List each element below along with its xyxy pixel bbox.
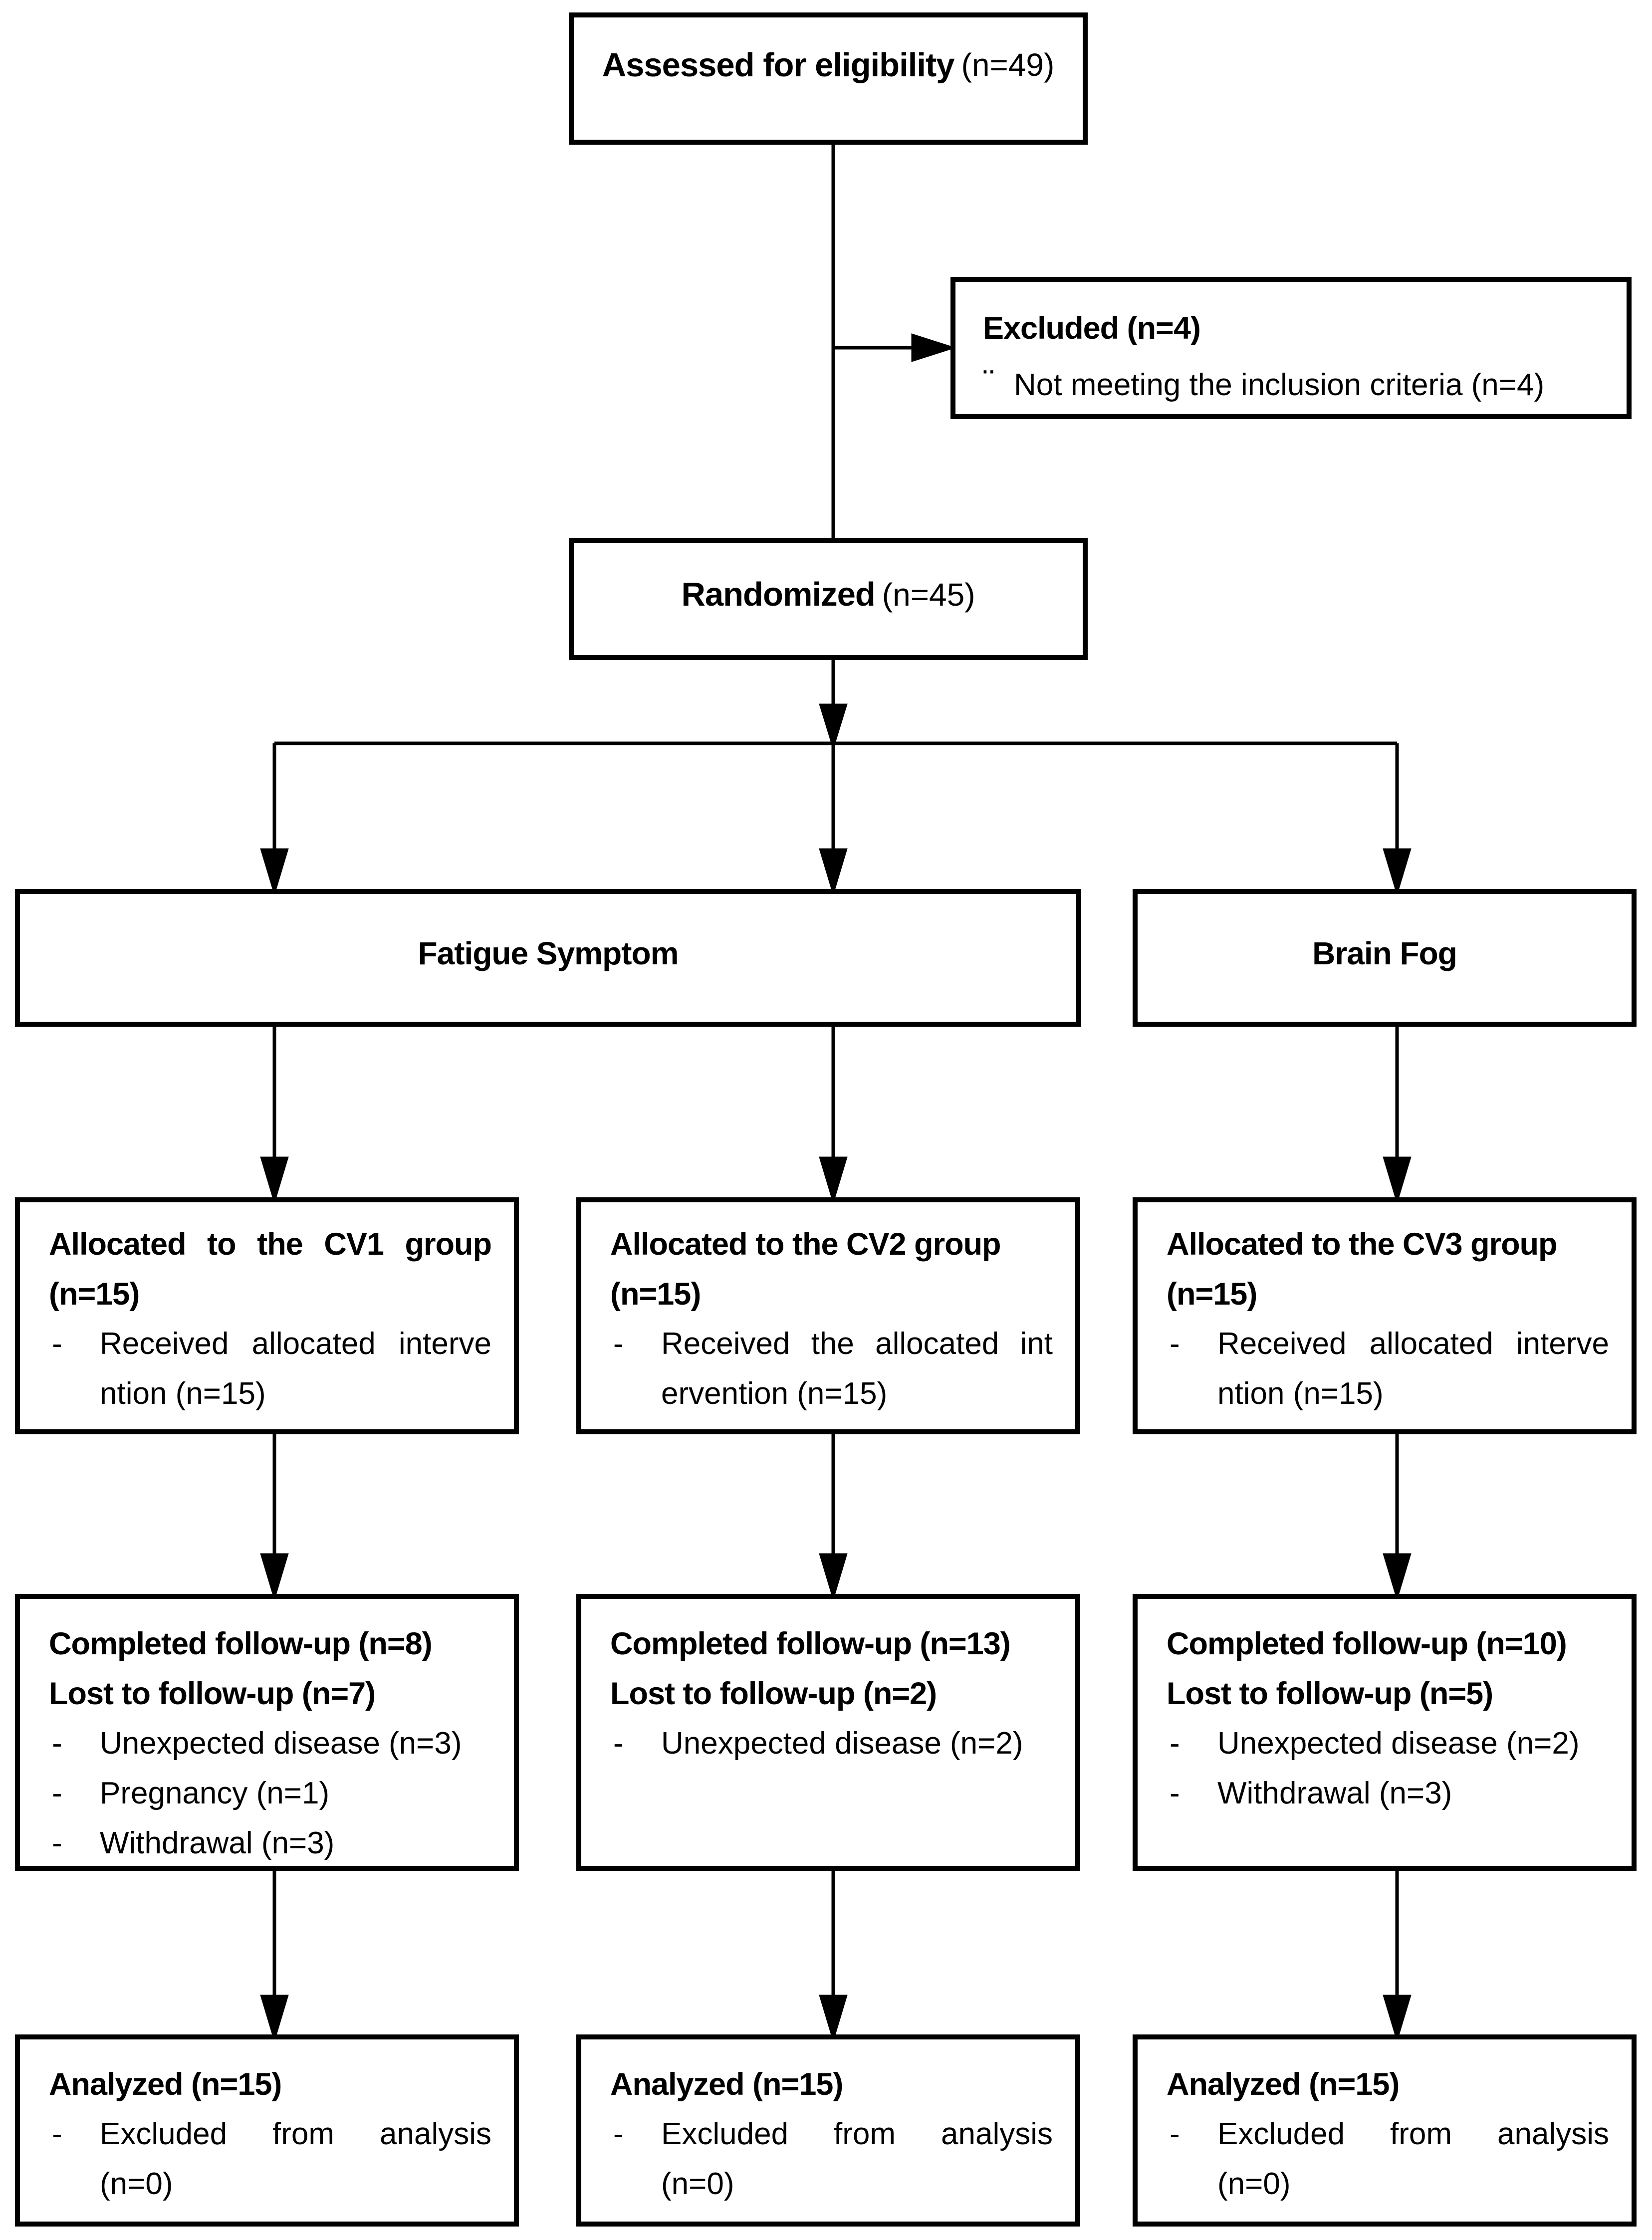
followup-reason: Withdrawal (n=3)	[1217, 1776, 1452, 1810]
excluded-title: Excluded (n=4)	[983, 311, 1200, 346]
followup-reason: Unexpected disease (n=3)	[100, 1726, 462, 1761]
followup-reason: Unexpected disease (n=2)	[661, 1726, 1023, 1761]
allocated-title: Allocated to the CV1 group	[49, 1227, 491, 1262]
connector-arm-allocated-2	[821, 1027, 845, 1198]
allocated-item-cont: ervention (n=15)	[661, 1376, 888, 1411]
followup-lost: Lost to follow-up (n=7)	[49, 1676, 376, 1711]
randomized-count: (n=45)	[882, 576, 975, 613]
allocated-item: Received allocated interve	[1217, 1327, 1609, 1361]
dash-bullet: -	[613, 1726, 624, 1761]
followup-box-cv3	[1133, 1594, 1637, 1871]
analyzed-box-cv3	[1133, 2034, 1637, 2227]
assessed-title: Assessed for eligibility	[602, 46, 954, 84]
allocated-title: Allocated to the CV3 group	[1167, 1227, 1557, 1262]
analyzed-title: Analyzed (n=15)	[49, 2067, 282, 2102]
followup-box-cv2	[576, 1594, 1080, 1871]
dash-bullet: -	[1170, 2117, 1180, 2151]
dash-bullet: -	[1170, 1726, 1180, 1761]
allocated-count: (n=15)	[610, 1277, 701, 1312]
dash-bullet: -	[613, 1327, 624, 1361]
analyzed-item-cont: (n=0)	[100, 2167, 173, 2201]
analyzed-item: Excluded from analysis	[1217, 2117, 1609, 2151]
connector-randomized-branch	[821, 660, 845, 744]
dash-bullet: -	[1170, 1776, 1180, 1810]
dash-bullet: -	[52, 1327, 62, 1361]
fatigue-arm-label: Fatigue Symptom	[418, 935, 679, 971]
connector-followup-analyzed-3	[1385, 1871, 1409, 2036]
dash-bullet: -	[613, 2117, 624, 2151]
followup-completed: Completed follow-up (n=13)	[610, 1626, 1010, 1661]
dash-bullet: -	[52, 1726, 62, 1761]
analyzed-item: Excluded from analysis	[661, 2117, 1053, 2151]
dash-bullet: -	[1170, 1327, 1180, 1361]
allocated-box-cv2	[576, 1197, 1080, 1434]
allocated-item-cont: ntion (n=15)	[100, 1376, 266, 1411]
allocated-item-cont: ntion (n=15)	[1217, 1376, 1384, 1411]
assessed-count: (n=49)	[961, 47, 1055, 83]
connector-arm-allocated-1	[262, 1027, 286, 1198]
followup-reason: Pregnancy (n=1)	[100, 1776, 330, 1810]
excluded-box	[950, 277, 1632, 419]
randomized-box	[569, 538, 1088, 660]
allocated-item: Received allocated interve	[100, 1327, 491, 1361]
randomized-title: Randomized	[681, 576, 875, 613]
allocated-count: (n=15)	[49, 1277, 140, 1312]
connector-arm-allocated-3	[1385, 1027, 1409, 1198]
connector-branch-arm-3	[1385, 743, 1409, 890]
brain-fog-arm-label: Brain Fog	[1312, 935, 1457, 971]
analyzed-title: Analyzed (n=15)	[610, 2067, 843, 2102]
dash-bullet: -	[52, 2117, 62, 2151]
followup-reason: Withdrawal (n=3)	[100, 1826, 335, 1860]
connector-excluded-arrow	[833, 336, 950, 360]
connector-branch-arm-1	[262, 743, 286, 890]
connector-followup-analyzed-2	[821, 1871, 845, 2036]
followup-completed: Completed follow-up (n=8)	[49, 1626, 432, 1661]
assessed-box	[569, 12, 1088, 145]
followup-lost: Lost to follow-up (n=2)	[610, 1676, 937, 1711]
analyzed-item-cont: (n=0)	[1217, 2167, 1291, 2201]
connector-allocated-followup-3	[1385, 1434, 1409, 1595]
connector-allocated-followup-2	[821, 1434, 845, 1595]
followup-reason: Unexpected disease (n=2)	[1217, 1726, 1580, 1761]
brain-fog-arm-box	[1133, 889, 1637, 1027]
analyzed-box-cv1	[15, 2034, 519, 2227]
connector-branch-arm-2	[821, 743, 845, 890]
allocated-title: Allocated to the CV2 group	[610, 1227, 1001, 1262]
analyzed-item: Excluded from analysis	[100, 2117, 491, 2151]
analyzed-title: Analyzed (n=15)	[1167, 2067, 1400, 2102]
allocated-item: Received the allocated int	[661, 1327, 1053, 1361]
allocated-box-cv1	[15, 1197, 519, 1434]
allocated-box-cv3	[1133, 1197, 1637, 1434]
followup-lost: Lost to follow-up (n=5)	[1167, 1676, 1493, 1711]
dash-bullet: -	[52, 1776, 62, 1810]
followup-completed: Completed follow-up (n=10)	[1167, 1626, 1567, 1661]
analyzed-item-cont: (n=0)	[661, 2167, 734, 2201]
diaeresis-bullet-icon: ¨	[983, 363, 995, 402]
dash-bullet: -	[52, 1826, 62, 1860]
analyzed-box-cv2	[576, 2034, 1080, 2227]
allocated-count: (n=15)	[1167, 1277, 1257, 1312]
fatigue-arm-box	[15, 889, 1081, 1027]
followup-box-cv1	[15, 1594, 519, 1871]
connector-followup-analyzed-1	[262, 1871, 286, 2036]
excluded-reason: Not meeting the inclusion criteria (n=4)	[1014, 368, 1545, 402]
connector-allocated-followup-1	[262, 1434, 286, 1595]
